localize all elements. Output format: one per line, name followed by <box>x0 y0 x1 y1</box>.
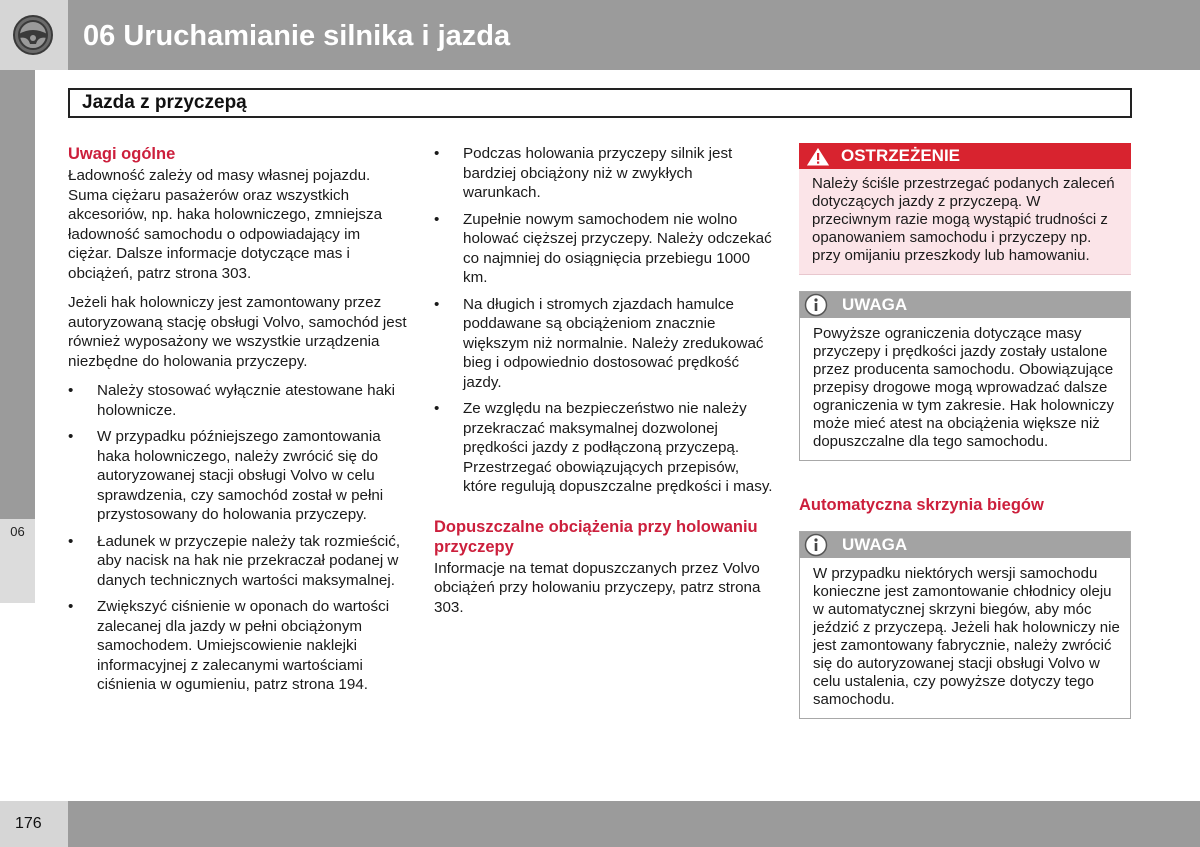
note-header <box>800 532 1130 558</box>
column-3 <box>799 143 1131 719</box>
list-item <box>68 532 408 591</box>
note-box <box>799 291 1131 461</box>
warning-title: OSTRZEŻENIE <box>841 146 961 165</box>
list-item <box>434 210 774 288</box>
paragraph: Jeżeli hak holowniczy jest zamontowany przez autoryzowaną stację obsługi Volvo, samochód jest również wyposażony we wszystkie urządzenia niezbędne do holowania przyczepy. <box>68 294 407 370</box>
list-item <box>434 295 774 393</box>
section-header <box>68 88 1132 118</box>
list-item-text: Ładunek w przyczepie należy tak rozmieścić, aby nacisk na hak nie przekraczał podanej w danych technicznych wartości maksymalnej. <box>97 532 401 589</box>
list-item-text: Należy stosować wyłącznie atestowane haki holownicze. <box>97 382 395 419</box>
bullet-icon: • <box>68 382 74 399</box>
footer-band <box>0 801 1200 847</box>
note-text: W przypadku niektórych wersji samochodu konieczne jest zamontowanie chłodnicy oleju w automatycznej skrzyni biegów, aby móc jeździć z przyczepą. Jeżeli hak holowniczy nie jest zamontowany fabrycznie, należy zwrócić się do autoryzowanej stacji obsługi Volvo w celu ustalenia, czy powyższe dotyczy tego samochodu. <box>813 565 1120 708</box>
column-1 <box>68 144 408 702</box>
bullet-list <box>434 144 774 497</box>
list-item-text: Zupełnie nowym samochodem nie wolno holować cięższej przyczepy. Należy odczekać co najmniej do osiągnięcia przebiegu 1000 km. <box>463 210 772 286</box>
list-item-text: Na długich i stromych zjazdach hamulce poddawane są obciążeniom znacznie większym niż normalnie. Należy zredukować bieg i odpowiednio dostosować prędkość jazdy. <box>463 295 764 391</box>
list-item-text: Ze względu na bezpieczeństwo nie należy przekraczać maksymalnej dozwolonej prędkości jazdy z podłączoną przyczepą. Przestrzegać obowiązujących przepisów, które regulują dopuszczalne prędkości i masy. <box>463 400 773 495</box>
list-item-text: W przypadku późniejszego zamontowania haka holowniczego, należy zwrócić się do autoryzowanej stacji obsługi Volvo w celu sprawdzenia, czy samochód został w pełni przystosowany do holowania przyczepy. <box>97 428 384 523</box>
list-item <box>68 597 408 695</box>
chapter-tab-label: 06 <box>10 524 25 539</box>
info-icon <box>804 533 828 557</box>
note-header <box>800 292 1130 318</box>
paragraph: Ładowność zależy od masy własnej pojazdu. Suma ciężaru pasażerów oraz wszystkich akcesoriów, np. haka holowniczego, zmniejsza ładowność samochodu o odpowiadający im ciężar. Dalsze informacje dotyczące mas i obciążeń, patrz strona 303. <box>68 167 383 282</box>
towing-loads-heading: Dopuszczalne obciążenia przy holowaniu przyczepy <box>434 517 758 556</box>
bullet-icon: • <box>434 145 440 162</box>
column-2 <box>434 144 774 627</box>
warning-box <box>799 143 1131 275</box>
info-icon <box>804 293 828 317</box>
warning-header <box>799 143 1131 169</box>
list-item <box>434 144 774 203</box>
section-title: Jazda z przyczepą <box>82 92 247 113</box>
list-item <box>68 427 408 525</box>
note-title: UWAGA <box>842 535 908 554</box>
note-title: UWAGA <box>842 295 908 314</box>
bullet-icon: • <box>434 400 440 417</box>
warning-triangle-icon <box>805 146 831 167</box>
warning-text: Należy ściśle przestrzegać podanych zaleceń dotyczących jazdy z przyczepą. W przeciwnym razie mogą wystąpić trudności z opanowaniem samochodu i przyczepy np. przy omijaniu przeszkody lub hamowaniu. <box>812 175 1115 264</box>
bullet-icon: • <box>68 428 74 445</box>
bullet-icon: • <box>68 532 74 550</box>
note-text: Powyższe ograniczenia dotyczące masy przyczepy i prędkości jazdy zostały ustalone przez producenta samochodu. Obowiązujące przepisy drogowe mogą wprowadzać dalsze ograniczenia w tym zakresie. Hak holowniczy może mieć atest na obciążenia większe niż dopuszczalne dla tego samochodu. <box>813 325 1114 450</box>
chapter-title: 06 Uruchamianie silnika i jazda <box>83 20 511 52</box>
list-item-text: Podczas holowania przyczepy silnik jest bardziej obciążony niż w zwykłych warunkach. <box>463 145 733 201</box>
general-notes-heading: Uwagi ogólne <box>68 145 176 163</box>
list-item-text: Zwiększyć ciśnienie w oponach do wartości zalecanej dla jazdy w pełni obciążonym samochodem. Umiejscowienie naklejki informacyjnej z zalecanymi wartościami ciśnienia w ogumieniu, patrz strona 194. <box>97 598 390 693</box>
list-item <box>68 381 408 420</box>
header-logo-box <box>0 0 68 70</box>
automatic-gearbox-heading: Automatyczna skrzynia biegów <box>799 496 1044 514</box>
steering-wheel-icon <box>12 14 54 56</box>
paragraph: Informacje na temat dopuszczanych przez Volvo obciążeń przy holowaniu przyczepy, patrz strona 303. <box>434 559 761 616</box>
bullet-icon: • <box>434 210 440 228</box>
bullet-icon: • <box>434 295 440 313</box>
bullet-icon: • <box>68 598 74 615</box>
page-number: 176 <box>15 815 42 832</box>
note-box <box>799 531 1131 719</box>
bullet-list <box>68 381 408 695</box>
list-item <box>434 399 774 497</box>
